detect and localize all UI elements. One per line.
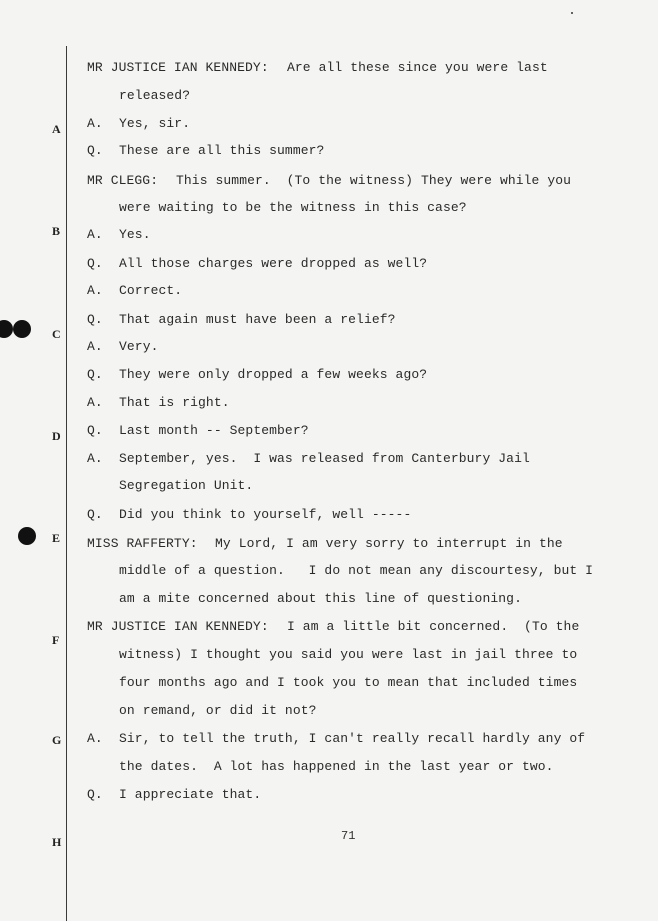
line-text: the dates. A lot has happened in the last year or two. <box>119 759 554 774</box>
qa-tag: Q. <box>87 507 103 522</box>
line-text: That again must have been a relief? <box>119 312 396 327</box>
qa-tag: Q. <box>87 143 103 158</box>
line-text: They were only dropped a few weeks ago? <box>119 367 428 382</box>
line-text: Last month -- September? <box>119 423 309 438</box>
line-text: on remand, or did it not? <box>119 703 317 718</box>
margin-letter-c: C <box>52 327 61 341</box>
line-text: Segregation Unit. <box>119 478 254 493</box>
speaker-name: MR CLEGG: <box>87 173 159 188</box>
speaker-name: MR JUSTICE IAN KENNEDY: <box>87 60 269 75</box>
line-text: September, yes. I was released from Canterbury Jail <box>119 451 530 466</box>
line-text: Did you think to yourself, well ----- <box>119 507 412 522</box>
margin-letter-d: D <box>52 429 61 443</box>
line-text: All those charges were dropped as well? <box>119 256 428 271</box>
line-text: middle of a question. I do not mean any discourtesy, but I <box>119 563 594 578</box>
qa-tag: A. <box>87 451 103 466</box>
qa-tag: A. <box>87 395 103 410</box>
qa-tag: A. <box>87 227 103 242</box>
margin-letter-e: E <box>52 531 61 545</box>
speaker-name: MISS RAFFERTY: <box>87 536 198 551</box>
qa-tag: Q. <box>87 787 103 802</box>
punch-hole <box>13 320 31 338</box>
punch-hole <box>18 527 36 545</box>
line-text: released? <box>119 88 191 103</box>
line-text: witness) I thought you said you were last in jail three to <box>119 647 578 662</box>
line-text: Are all these since you were last <box>287 60 548 75</box>
speaker-name: MR JUSTICE IAN KENNEDY: <box>87 619 269 634</box>
qa-tag: Q. <box>87 423 103 438</box>
line-text: Very. <box>119 339 159 354</box>
line-text: am a mite concerned about this line of questioning. <box>119 591 522 606</box>
line-text: That is right. <box>119 395 230 410</box>
margin-letter-b: B <box>52 224 61 238</box>
margin-letter-g: G <box>52 733 62 747</box>
margin-letter-f: F <box>52 633 60 647</box>
line-text: Sir, to tell the truth, I can't really recall hardly any of <box>119 731 586 746</box>
line-text: Yes, sir. <box>119 116 191 131</box>
line-text: four months ago and I took you to mean that included times <box>119 675 578 690</box>
qa-tag: A. <box>87 283 103 298</box>
scan-speck <box>571 12 573 14</box>
qa-tag: Q. <box>87 256 103 271</box>
qa-tag: Q. <box>87 312 103 327</box>
line-text: I am a little bit concerned. (To the <box>287 619 580 634</box>
line-text: Correct. <box>119 283 183 298</box>
line-text: These are all this summer? <box>119 143 325 158</box>
line-text: This summer. (To the witness) They were while you <box>176 173 572 188</box>
line-text: I appreciate that. <box>119 787 262 802</box>
qa-tag: A. <box>87 339 103 354</box>
qa-tag: A. <box>87 116 103 131</box>
page-number: 71 <box>341 829 356 843</box>
qa-tag: Q. <box>87 367 103 382</box>
margin-letter-h: H <box>52 835 62 849</box>
qa-tag: A. <box>87 731 103 746</box>
margin-letter-a: A <box>52 122 61 136</box>
line-text: Yes. <box>119 227 151 242</box>
line-text: were waiting to be the witness in this case? <box>119 200 467 215</box>
line-text: My Lord, I am very sorry to interrupt in the <box>215 536 563 551</box>
punch-hole <box>0 320 13 338</box>
margin-rule <box>66 46 67 921</box>
